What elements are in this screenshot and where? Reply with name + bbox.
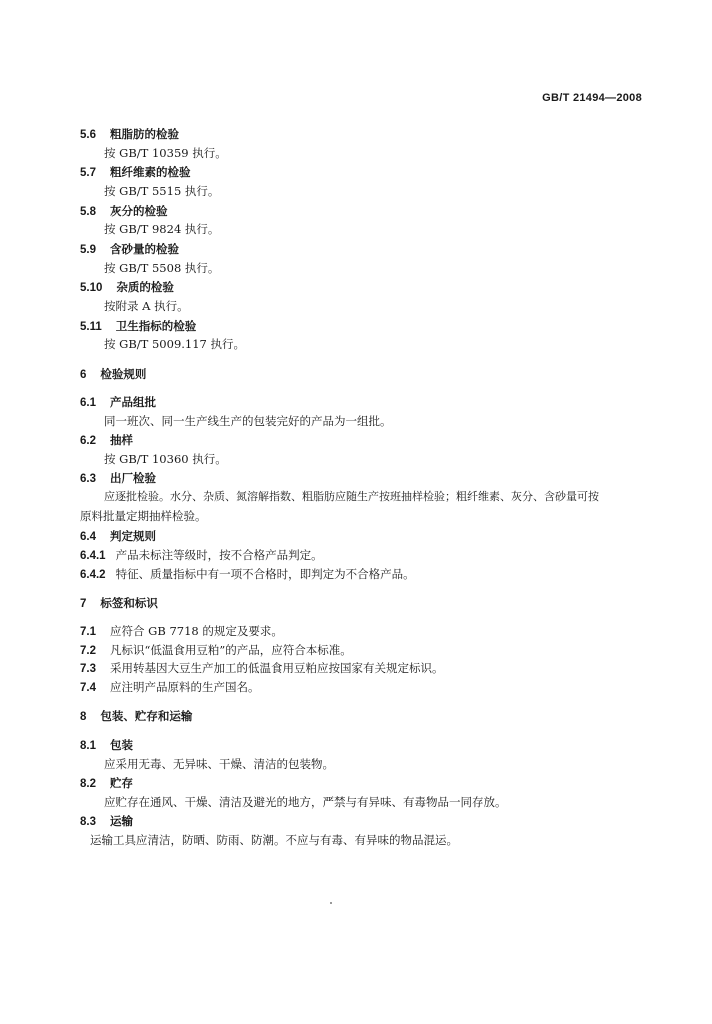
section-heading — [80, 241, 179, 258]
section-body — [104, 489, 599, 505]
body-text: 按 GB/T 10359 执行。 — [104, 146, 227, 160]
section-heading — [80, 432, 133, 449]
body-text: 按 GB/T 5009.117 执行。 — [104, 337, 246, 351]
body-text: 按 GB/T 9824 执行。 — [104, 222, 220, 236]
section-number: 5.6 — [80, 129, 96, 141]
section-heading — [80, 394, 156, 411]
section-heading — [80, 126, 179, 143]
clause-number: 7.4 — [80, 682, 96, 694]
section-number: 8.2 — [80, 778, 96, 790]
clause — [80, 566, 415, 583]
section-heading — [80, 279, 174, 296]
section-heading — [80, 737, 133, 754]
clause — [80, 642, 352, 659]
section-heading — [80, 203, 168, 220]
section-title: 判定规则 — [110, 529, 156, 543]
section-body — [104, 413, 392, 429]
section-heading — [80, 813, 133, 830]
section-title: 运输 — [110, 814, 133, 828]
clause-text: 应注明产品原料的生产国名。 — [110, 680, 260, 694]
body-text: 按 GB/T 5508 执行。 — [104, 261, 220, 275]
chapter-number: 7 — [80, 598, 87, 610]
standard-code: GB/T 21494—2008 — [542, 92, 642, 104]
section-body — [104, 336, 245, 352]
section-body — [104, 260, 219, 276]
section-number: 5.7 — [80, 167, 96, 179]
chapter-title: 包装、贮存和运输 — [100, 709, 193, 723]
section-title: 抽样 — [110, 433, 133, 447]
section-title: 粗脂肪的检验 — [110, 127, 179, 141]
section-body — [104, 794, 507, 810]
section-body — [104, 756, 334, 772]
chapter-number: 6 — [80, 369, 87, 381]
clause — [80, 547, 323, 564]
section-body — [104, 451, 227, 467]
section-number: 6.1 — [80, 397, 96, 409]
section-title: 含砂量的检验 — [110, 242, 179, 256]
section-body — [90, 832, 458, 848]
body-text: 按 GB/T 5515 执行。 — [104, 184, 220, 198]
scan-speck — [330, 902, 332, 904]
body-text: 按 GB/T 10360 执行。 — [104, 452, 227, 466]
chapter-heading — [80, 708, 192, 725]
chapter-number: 8 — [80, 711, 87, 723]
section-number: 5.8 — [80, 206, 96, 218]
chapter-title: 检验规则 — [100, 367, 147, 381]
section-number: 5.10 — [80, 282, 103, 294]
clause-number: 6.4.2 — [80, 569, 106, 581]
section-title: 出厂检验 — [110, 471, 156, 485]
clause — [80, 660, 444, 677]
section-number: 5.11 — [80, 321, 102, 333]
chapter-title: 标签和标识 — [100, 596, 158, 610]
section-heading — [80, 470, 156, 487]
clause-number: 7.2 — [80, 645, 96, 657]
section-heading — [80, 528, 156, 545]
section-body — [104, 298, 189, 314]
clause-text: 凡标识“低温食用豆粕”的产品，应符合本标准。 — [110, 643, 352, 657]
body-text: 应贮存在通风、干燥、清洁及避光的地方，严禁与有异味、有毒物品一同存放。 — [104, 795, 507, 809]
clause-text: 产品未标注等级时，按不合格产品判定。 — [115, 548, 323, 562]
clause-number: 6.4.1 — [80, 550, 106, 562]
section-number: 8.3 — [80, 816, 96, 828]
clause-number: 7.1 — [80, 626, 96, 638]
body-text: 应采用无毒、无异味、干燥、清洁的包装物。 — [104, 757, 334, 771]
section-number: 6.3 — [80, 473, 96, 485]
body-text: 运输工具应清洁，防晒、防雨、防潮。不应与有毒、有异味的物品混运。 — [90, 833, 458, 847]
section-title: 包装 — [110, 738, 133, 752]
body-text: 按附录 A 执行。 — [104, 299, 189, 313]
section-body — [104, 145, 227, 161]
section-title: 灰分的检验 — [110, 204, 168, 218]
section-number: 6.4 — [80, 531, 96, 543]
chapter-heading — [80, 595, 158, 612]
clause — [80, 679, 260, 696]
section-body — [104, 221, 219, 237]
section-body — [80, 508, 207, 524]
section-heading — [80, 775, 133, 792]
chapter-heading — [80, 366, 146, 383]
section-number: 6.2 — [80, 435, 96, 447]
section-title: 卫生指标的检验 — [115, 319, 197, 333]
section-number: 5.9 — [80, 244, 96, 256]
section-heading — [80, 164, 191, 181]
section-body — [104, 183, 219, 199]
clause-number: 7.3 — [80, 663, 96, 675]
body-text: 同一班次、同一生产线生产的包装完好的产品为一组批。 — [104, 414, 392, 428]
section-title: 产品组批 — [110, 395, 156, 409]
clause-text: 采用转基因大豆生产加工的低温食用豆粕应按国家有关规定标识。 — [110, 661, 444, 675]
body-text: 应逐批检验。水分、杂质、氮溶解指数、粗脂肪应随生产按班抽样检验；粗纤维素、灰分、含砂量可按 — [104, 490, 599, 503]
section-heading — [80, 318, 196, 335]
section-title: 贮存 — [110, 776, 133, 790]
clause-text: 应符合 GB 7718 的规定及要求。 — [110, 624, 283, 638]
clause-text: 特征、质量指标中有一项不合格时，即判定为不合格产品。 — [115, 567, 415, 581]
clause — [80, 623, 283, 640]
section-number: 8.1 — [80, 740, 96, 752]
section-title: 杂质的检验 — [116, 280, 174, 294]
section-title: 粗纤维素的检验 — [110, 165, 191, 179]
body-text: 原料批量定期抽样检验。 — [80, 509, 207, 523]
